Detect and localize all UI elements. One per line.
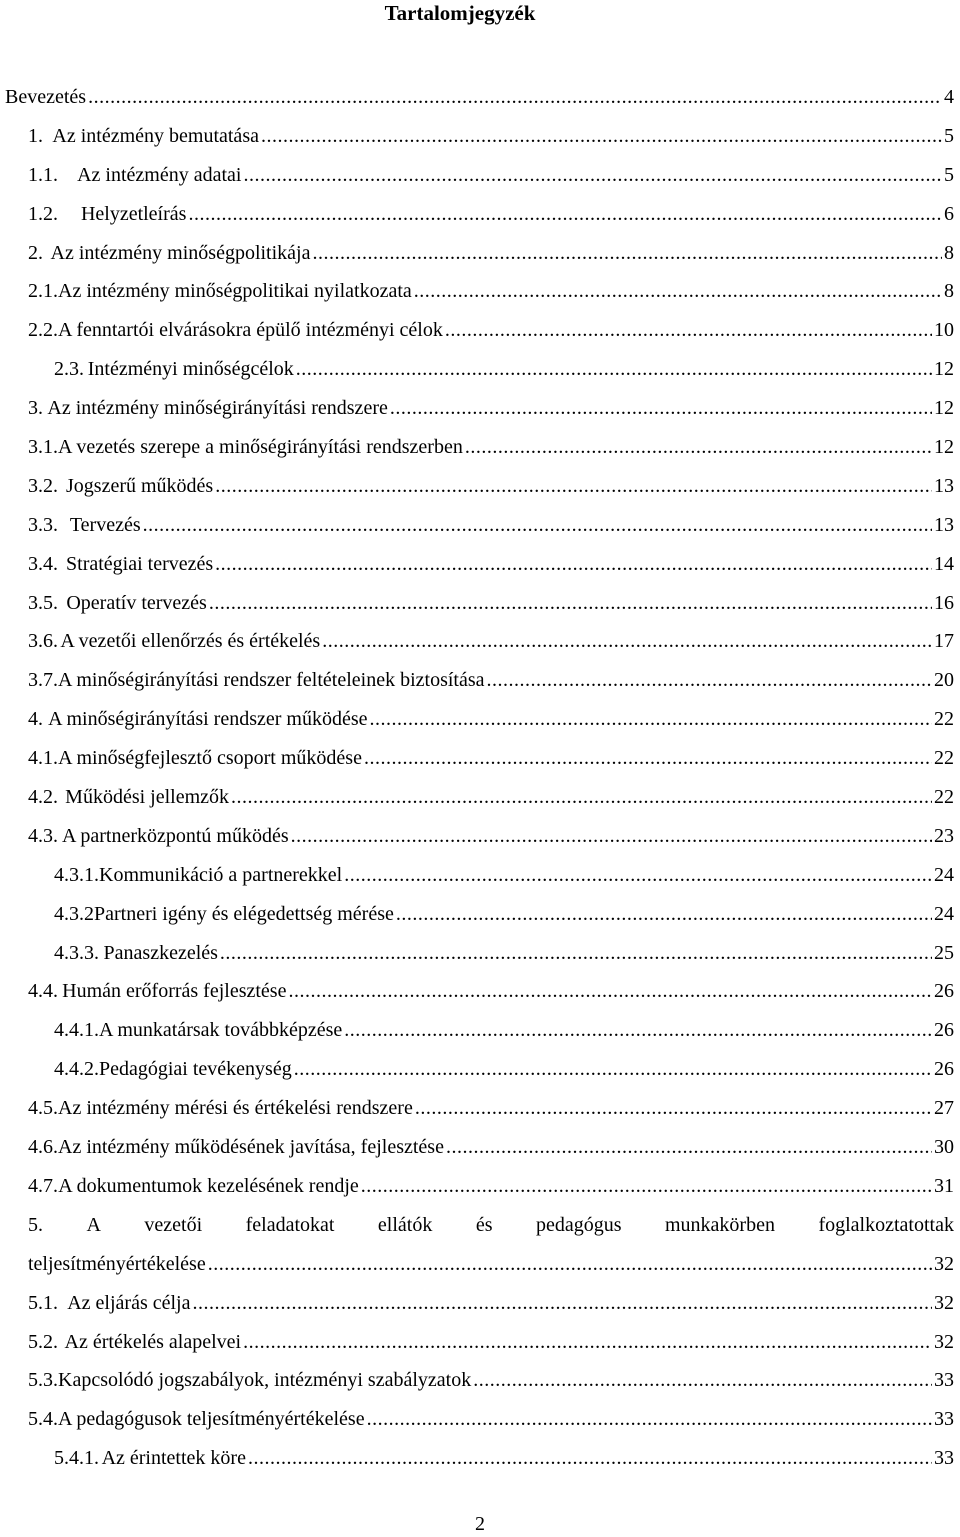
toc-entry-text: Helyzetleírás <box>80 202 187 225</box>
toc-leader-dots <box>390 393 932 423</box>
toc-entry-3-2[interactable] <box>0 470 954 509</box>
toc-entry-text: A vezetés szerepe a minőségirányítási rendszerben <box>58 436 463 459</box>
toc-entry-number: 5. <box>28 1213 43 1236</box>
toc-entry-page: 23 <box>934 824 954 847</box>
toc-entry-text: Jogszerű működés <box>66 474 214 497</box>
toc-entry-number: 2.3. <box>54 358 84 381</box>
toc-entry-text: Működési jellemzők <box>65 786 230 809</box>
toc-entry-4-3[interactable] <box>0 820 954 859</box>
toc-entry-page: 6 <box>944 202 954 225</box>
toc-entry-page: 24 <box>934 902 954 925</box>
toc-leader-dots <box>396 899 932 929</box>
toc-entry-text: Tervezés <box>69 513 141 536</box>
toc-leader-dots <box>344 1015 932 1045</box>
toc-entry-page: 30 <box>934 1136 954 1159</box>
toc-entry-page: 31 <box>934 1174 954 1197</box>
toc-entry-1[interactable] <box>0 120 954 159</box>
toc-entry-text: A fenntartói elvárásokra épülő intézményi célok <box>58 319 443 342</box>
toc-entry-text: Az intézmény mérési és értékelési rendszere <box>58 1097 413 1120</box>
toc-entry-2[interactable] <box>0 237 954 276</box>
toc-entry-3-7[interactable] <box>0 664 954 703</box>
toc-leader-dots <box>288 976 932 1006</box>
toc-leader-dots <box>209 588 932 618</box>
toc-entry-number: 4.3. <box>28 824 58 847</box>
toc-entry-page: 26 <box>934 1019 954 1042</box>
toc-entry-text: Az intézmény bemutatása <box>52 124 259 147</box>
toc-entry-text: Az intézmény minőségpolitikai nyilatkozata <box>58 280 412 303</box>
toc-entry-number: 3.1. <box>28 436 58 459</box>
toc-entry-text: Intézményi minőségcélok <box>87 358 294 381</box>
toc-entry-number: 4.4. <box>28 980 58 1003</box>
toc-leader-dots <box>243 1327 932 1357</box>
page-number: 2 <box>475 1513 485 1535</box>
toc-entry-page: 24 <box>934 863 954 886</box>
toc-entry-4-7[interactable] <box>0 1170 954 1209</box>
toc-entry-page: 32 <box>934 1330 954 1353</box>
toc-entry-1-2[interactable] <box>0 198 954 237</box>
toc-entry-number: 3.4. <box>28 552 58 575</box>
toc-entry-page: 17 <box>934 630 954 653</box>
toc-entry-text: Az intézmény működésének javítása, fejlesztése <box>58 1136 444 1159</box>
toc-entry-page: 32 <box>934 1252 954 1275</box>
toc-entry-text: Az érintettek köre <box>101 1447 246 1470</box>
toc-entry-text: Stratégiai tervezés <box>66 552 214 575</box>
toc-leader-dots <box>243 160 942 190</box>
toc-entry-page: 22 <box>934 708 954 731</box>
toc-entry-number: 3. <box>28 397 43 420</box>
toc-entry-3[interactable] <box>0 392 954 431</box>
toc-entry-number: 3.2. <box>28 474 58 497</box>
toc-entry-text: Az értékelés alapelvei <box>64 1330 242 1353</box>
toc-entry-number: 4.2. <box>28 786 58 809</box>
toc-entry-page: 33 <box>934 1447 954 1470</box>
toc-leader-dots <box>322 626 932 656</box>
toc-entry-4-3-3[interactable] <box>0 937 954 976</box>
toc-entry-number: 3.5. <box>28 591 58 614</box>
toc-entry-number: 5.3. <box>28 1369 58 1392</box>
toc-leader-dots <box>465 432 932 462</box>
toc-entry-word: feladatokat <box>245 1213 335 1236</box>
toc-entry-page: 12 <box>934 358 954 381</box>
toc-entry-4[interactable] <box>0 703 954 742</box>
toc-entry-3-4[interactable] <box>0 548 954 587</box>
toc-entry-3-6[interactable] <box>0 625 954 664</box>
toc-entry-4-1[interactable] <box>0 742 954 781</box>
toc-leader-dots <box>291 821 932 851</box>
toc-entry-5-line2[interactable] <box>0 1248 954 1287</box>
toc-entry-page: 22 <box>934 786 954 809</box>
toc-entry-4-4[interactable] <box>0 975 954 1014</box>
toc-leader-dots <box>220 938 932 968</box>
toc-entry-word: ellátók <box>377 1213 433 1236</box>
toc-leader-dots <box>344 860 932 890</box>
toc-entry-4-3-1[interactable] <box>0 859 954 898</box>
toc-entry-text: Az intézmény minőségirányítási rendszere <box>47 397 388 420</box>
toc-entry-number: 4.3.3. <box>54 941 99 964</box>
toc-entry-3-3[interactable] <box>0 509 954 548</box>
toc-entry-number: 4.3.2 <box>54 902 94 925</box>
toc-leader-dots <box>294 1054 932 1084</box>
toc-entry-text: Az intézmény adatai <box>77 163 242 186</box>
toc-leader-dots <box>361 1171 932 1201</box>
toc-entry-page: 16 <box>934 591 954 614</box>
toc-entry-text: Kommunikáció a partnerekkel <box>99 863 343 886</box>
toc-entry-text: A munkatársak továbbképzése <box>99 1019 343 1042</box>
toc-entry-number: 1.2. <box>28 202 58 225</box>
toc-entry-number: 5.4. <box>28 1408 58 1431</box>
toc-leader-dots <box>215 471 932 501</box>
toc-entry-text: teljesítményértékelése <box>28 1252 206 1275</box>
toc-entry-number: 4. <box>28 708 43 731</box>
toc-entry-2-3[interactable] <box>0 353 954 392</box>
toc-entry-2-1[interactable] <box>0 275 954 314</box>
toc-entry-text: A pedagógusok teljesítményértékelése <box>58 1408 365 1431</box>
toc-entry-page: 32 <box>934 1291 954 1314</box>
toc-entry-number: 1. <box>28 124 43 147</box>
toc-entry-page: 14 <box>934 552 954 575</box>
toc-entry-number: 3.6. <box>28 630 58 653</box>
toc-entry-4-4-1[interactable] <box>0 1014 954 1053</box>
toc-entry-text: A minőségirányítási rendszer feltételeinek biztosítása <box>58 669 485 692</box>
toc-entry-number: 3.3. <box>28 513 58 536</box>
toc-entry-number: 4.7. <box>28 1174 58 1197</box>
toc-entry-text: Az intézmény minőségpolitikája <box>50 241 311 264</box>
toc-entry-page: 13 <box>934 513 954 536</box>
toc-entry-number: 4.1. <box>28 747 58 770</box>
toc-entry-number: 5.1. <box>28 1291 58 1314</box>
toc-entry-page: 22 <box>934 747 954 770</box>
toc-entry-text: A minőségfejlesztő csoport működése <box>58 747 362 770</box>
toc-entry-text: Panaszkezelés <box>103 941 218 964</box>
toc-entry-word: pedagógus <box>535 1213 622 1236</box>
toc-entry-number: 5.2. <box>28 1330 58 1353</box>
toc-entry-number: 5.4.1. <box>54 1447 99 1470</box>
toc-entry-number: 2. <box>28 241 43 264</box>
toc-leader-dots <box>415 1093 932 1123</box>
toc-entry-page: 33 <box>934 1369 954 1392</box>
toc-entry-text: A partnerközpontú működés <box>62 824 289 847</box>
toc-entry-bevezetes[interactable] <box>0 81 954 120</box>
toc-leader-dots <box>88 82 942 112</box>
toc-entry-number: 4.5. <box>28 1097 58 1120</box>
toc-entry-4-6[interactable] <box>0 1131 954 1170</box>
toc-entry-number: 2.1. <box>28 280 58 303</box>
toc-entry-page: 12 <box>934 397 954 420</box>
toc-entry-5-1[interactable] <box>0 1287 954 1326</box>
toc-leader-dots <box>370 704 932 734</box>
toc-entry-number: 4.6. <box>28 1136 58 1159</box>
toc-leader-dots <box>143 510 932 540</box>
toc-entry-4-3-2[interactable] <box>0 898 954 937</box>
toc-entry-4-5[interactable] <box>0 1092 954 1131</box>
toc-entry-text: Humán erőforrás fejlesztése <box>62 980 287 1003</box>
toc-leader-dots <box>188 199 942 229</box>
toc-entry-page: 5 <box>944 163 954 186</box>
toc-entry-page: 25 <box>934 941 954 964</box>
toc-entry-word: munkakörben <box>664 1213 775 1236</box>
toc-entry-word: A <box>86 1213 101 1236</box>
toc-entry-number: 4.4.2. <box>54 1058 99 1081</box>
toc-entry-text: A vezetői ellenőrzés és értékelés <box>60 630 321 653</box>
toc-leader-dots <box>445 315 932 345</box>
toc-entry-2-2[interactable] <box>0 314 954 353</box>
toc-leader-dots <box>231 782 932 812</box>
toc-leader-dots <box>248 1443 932 1473</box>
toc-entry-page: 33 <box>934 1408 954 1431</box>
toc-entry-text: Kapcsolódó jogszabályok, intézményi szabályzatok <box>58 1369 472 1392</box>
toc-leader-dots <box>473 1365 932 1395</box>
toc-entry-page: 4 <box>944 86 954 108</box>
toc-entry-5-3[interactable] <box>0 1364 954 1403</box>
toc-entry-5-4-1[interactable] <box>0 1442 954 1481</box>
toc-entry-text: Az eljárás célja <box>67 1291 191 1314</box>
toc-entry-4-2[interactable] <box>0 781 954 820</box>
toc-leader-dots <box>215 549 932 579</box>
toc-entry-5-4[interactable] <box>0 1403 954 1442</box>
toc-leader-dots <box>487 665 932 695</box>
toc-entry-5-2[interactable] <box>0 1326 954 1365</box>
toc-leader-dots <box>367 1404 932 1434</box>
toc-title: Tartalomjegyzék <box>384 1 536 25</box>
toc-leader-dots <box>446 1132 932 1162</box>
toc-entry-page: 26 <box>934 1058 954 1081</box>
toc-leader-dots <box>414 276 942 306</box>
toc-entry-number: 4.3.1. <box>54 863 99 886</box>
toc-entry-text: A dokumentumok kezelésének rendje <box>58 1174 359 1197</box>
toc-entry-page: 12 <box>934 436 954 459</box>
toc-entry-number: 4.4.1. <box>54 1019 99 1042</box>
toc-leader-dots <box>296 354 932 384</box>
toc-entry-4-4-2[interactable] <box>0 1053 954 1092</box>
toc-entry-text: A minőségirányítási rendszer működése <box>48 708 368 731</box>
toc-entry-text: Partneri igény és elégedettség mérése <box>94 902 394 925</box>
toc-leader-dots <box>208 1249 932 1279</box>
toc-leader-dots <box>261 121 942 151</box>
toc-leader-dots <box>364 743 932 773</box>
toc-entry-number: 3.7. <box>28 669 58 692</box>
toc-entry-text: Bevezetés <box>5 86 87 108</box>
table-of-contents <box>0 81 954 1481</box>
toc-entry-page: 20 <box>934 669 954 692</box>
toc-leader-dots <box>312 238 942 268</box>
toc-entry-text: Operatív tervezés <box>66 591 207 614</box>
toc-entry-page: 27 <box>934 1097 954 1120</box>
toc-entry-word: foglalkoztatottak <box>818 1213 954 1236</box>
toc-entry-text: Pedagógiai tevékenység <box>99 1058 292 1081</box>
toc-entry-1-1[interactable] <box>0 159 954 198</box>
toc-entry-5-line1[interactable] <box>0 1209 954 1248</box>
toc-entry-3-5[interactable] <box>0 587 954 626</box>
toc-entry-number: 1.1. <box>28 163 58 186</box>
toc-leader-dots <box>192 1288 932 1318</box>
toc-entry-number: 2.2. <box>28 319 58 342</box>
toc-entry-page: 8 <box>944 280 954 303</box>
toc-entry-page: 13 <box>934 474 954 497</box>
toc-entry-page: 26 <box>934 980 954 1003</box>
toc-entry-3-1[interactable] <box>0 431 954 470</box>
toc-entry-word: és <box>475 1213 493 1236</box>
toc-entry-word: vezetői <box>144 1213 203 1236</box>
toc-entry-page: 10 <box>934 319 954 342</box>
toc-entry-page: 8 <box>944 241 954 264</box>
toc-entry-page: 5 <box>944 124 954 147</box>
